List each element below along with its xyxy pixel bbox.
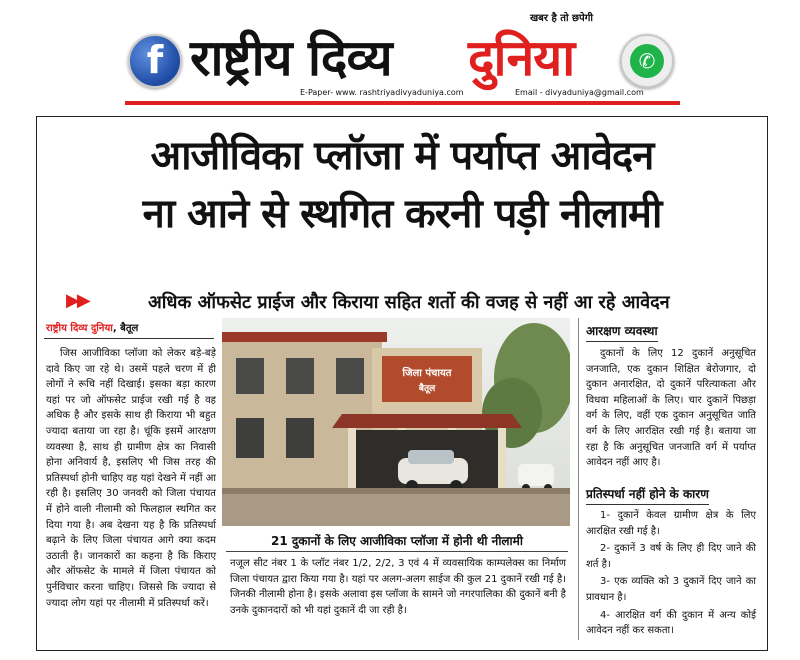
left-column-paragraph: जिस आजीविका प्लॉजा को लेकर बड़े-बड़े दावे किए जा रहे थे। उसमें पहले चरण में ही लोगों ने रूचि नहीं दिखाई। इसका बड़ा कारण यहां पर जो ऑफसेट प्राईज रखी गई है वह अधिक है और इसके साथ ही किराया भी बहुत ज्यादा बताया जा रहा है। चूंकि इसमें आरक्षण व्यवस्था है, साथ ही ग्रामीण क्षेत्र का निवासी होना अनिवार्य है, इसलिए भी जिस तरह की प्रतिस्पर्धा होनी चाहिए वह यहां देखने में नहीं आ रही है। इसलिए 30 जनवरी को जिला पंचायत में होने वाली नीलामी को फिलहाल स्थगित कर दिया गया है। अब देखना यह है कि प्रतिस्पर्धा बढ़ाने के लिए जिला पंचायत आगे क्या कदम उठाती है। जानकारों का कहना है कि किराए और ऑफसेट के मामले में जिला पंचायत को पुर्नविचार करना चाहिए। जिससे कि ज्यादा से ज्यादा लोग यहां पर नीलामी में प्रतिस्पर्धा करें। xyxy=(46,348,216,609)
masthead-tagline: खबर है तो छपेगी xyxy=(530,13,593,24)
middle-column-text: नजूल सीट नंबर 1 के प्लॉट नंबर 1/2, 2/2, 3 एवं 4 में व्यवसायिक काम्पलेक्स का निर्माण जिला पंचायत द्वारा किया गया है। यहां पर अलग-अलग साईज की कुल 21 दुकानें रखी गई है। जिनकी नीलामी होना है। इसके अलावा इस प्लॉजा के सामने जो नगरपालिका की दुकानें बनी है उनके दुकानदारों को भी यहां दुकानें दी जा रही है। xyxy=(230,558,566,616)
list-item: 4- आरक्षित वर्ग की दुकान में अन्य कोई आवेदन नहीं कर सकता। xyxy=(586,609,756,637)
masthead-rule xyxy=(125,101,680,105)
headline-line-2: ना आने से स्थगित करनी पड़ी नीलामी xyxy=(142,191,662,237)
masthead-name: राष्ट्रीय दिव्य xyxy=(190,29,392,87)
email-address: Email - divyaduniya@gmail.com xyxy=(515,88,644,97)
epaper-url: E-Paper- www. rashtriyadivyaduniya.com xyxy=(300,88,464,97)
photo-sign-text: जिला पंचायत xyxy=(402,368,452,379)
list-item: 2- दुकानें 3 वर्ष के लिए ही दिए जाने की शर्त है। xyxy=(586,543,756,570)
svg-text:बैतूल: बैतूल xyxy=(418,384,436,394)
left-column-text xyxy=(46,346,216,611)
list-item: 1- दुकानें केवल ग्रामीण क्षेत्र के लिए आरक्षित रखी गई है। xyxy=(586,510,756,537)
dateline-rule xyxy=(44,338,214,339)
reservation-paragraph: दुकानों के लिए 12 दुकानें अनुसूचित जनजाति, एक दुकान शिक्षित बेरोजगार, दो दुकान अनारक्षित, दो दुकानें परित्याकता और विधवा महिलाओं के लिए। चार दुकानें पिछड़ा वर्ग के लिए, वहीं एक दुकान अनुसूचित जाति वर्ग के लिए आरक्षित रखी गई है। बताया जा रहा है कि अनुसूचित जनजाति वर्ग में पर्याप्त आवेदन नहीं आए है। xyxy=(586,348,756,469)
reservation-heading: आरक्षण व्यवस्था xyxy=(586,322,658,342)
reservation-text xyxy=(586,346,756,471)
arrow-icon: ▶▶ xyxy=(66,290,88,311)
facebook-icon: f xyxy=(128,34,182,88)
news-photo xyxy=(222,318,570,526)
whatsapp-icon: ✆ xyxy=(620,34,674,88)
photo-caption: 21 दुकानों के लिए आजीविका प्लॉजा में होनी थी नीलामी xyxy=(271,534,523,548)
reasons-heading: प्रतिस्पर्धा नहीं होने के कारण xyxy=(586,485,709,505)
dateline-publication: राष्ट्रीय दिव्य दुनिया xyxy=(46,323,113,334)
headline-line-1: आजीविका प्लॉजा में पर्याप्त आवेदन xyxy=(150,133,654,179)
caption-rule xyxy=(226,551,568,552)
column-divider xyxy=(578,318,579,640)
list-item: 3- एक व्यक्ति को 3 दुकानें दिए जाने का प्रावधान है। xyxy=(586,576,756,603)
subheadline: अधिक ऑफसेट प्राईज और किराया सहित शर्तो की वजह से नहीं आ रहे आवेदन xyxy=(148,292,670,313)
dateline xyxy=(46,320,138,334)
reasons-list xyxy=(586,508,756,641)
building-illustration xyxy=(222,318,570,526)
masthead-name-accent: दुनिया xyxy=(468,29,575,87)
dateline-place: , बैतूल xyxy=(112,323,139,334)
